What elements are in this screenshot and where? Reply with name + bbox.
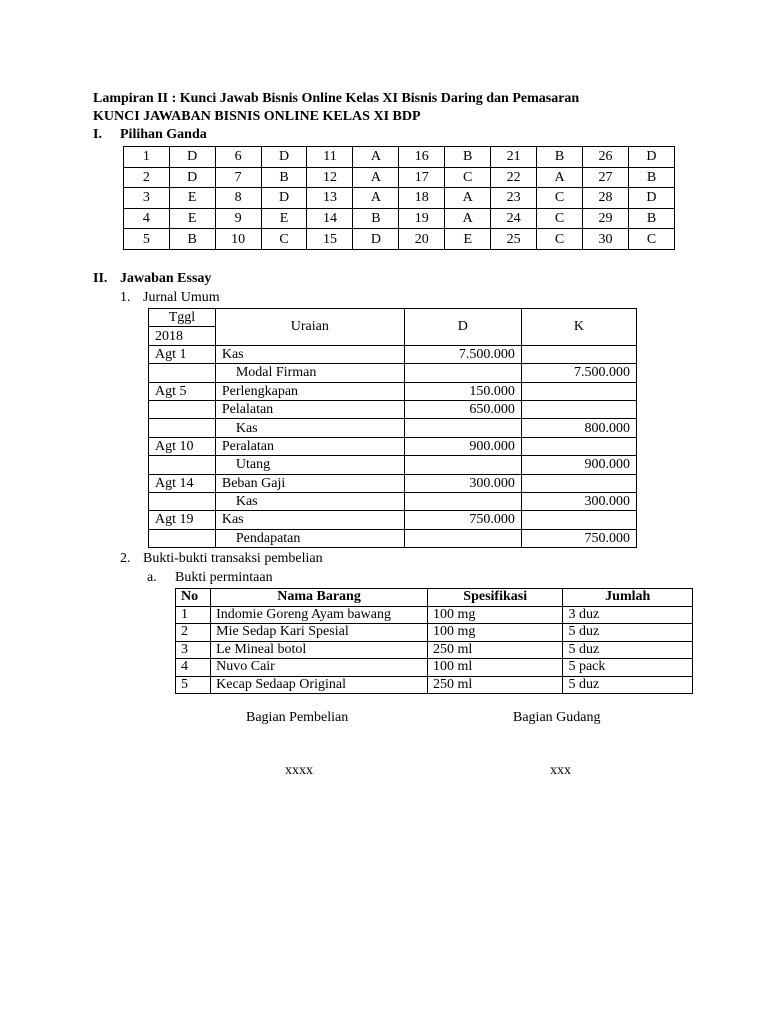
- journal-header-credit: K: [521, 309, 636, 346]
- question-number-cell: 15: [307, 229, 353, 250]
- journal-row: [149, 474, 637, 492]
- request-row: [176, 641, 693, 659]
- answer-key-cell: C: [537, 229, 583, 250]
- answer-key-cell: D: [628, 147, 674, 168]
- journal-credit-cell: 750.000: [521, 529, 636, 547]
- answer-key-cell: C: [445, 167, 491, 188]
- purchase-request-table: [175, 588, 693, 694]
- journal-credit-cell: [521, 437, 636, 455]
- journal-date-cell: [149, 364, 216, 382]
- journal-desc-cell: Perlengkapan: [215, 382, 404, 400]
- journal-header-date-top: Tggl: [149, 309, 216, 327]
- heading-line-2: KUNCI JAWABAN BISNIS ONLINE KELAS XI BDP: [93, 109, 421, 124]
- journal-header-debit: D: [404, 309, 521, 346]
- question-number-cell: 6: [215, 147, 261, 168]
- section1-number: I.: [93, 127, 102, 142]
- journal-debit-cell: 7.500.000: [404, 345, 521, 363]
- request-spec-cell: 100 ml: [427, 659, 563, 677]
- journal-debit-cell: [404, 364, 521, 382]
- item1-title: Jurnal Umum: [143, 290, 220, 305]
- request-item-cell: Indomie Goreng Ayam bawang: [211, 606, 428, 624]
- section1-title: Pilihan Ganda: [120, 127, 207, 142]
- request-spec-cell: 100 mg: [427, 606, 563, 624]
- journal-date-cell: [149, 456, 216, 474]
- journal-date-cell: [149, 419, 216, 437]
- answer-key-cell: A: [353, 147, 399, 168]
- question-number-cell: 30: [583, 229, 629, 250]
- request-qty-cell: 3 duz: [563, 606, 693, 624]
- request-row: [176, 659, 693, 677]
- section2-number: II.: [93, 271, 108, 286]
- question-number-cell: 21: [491, 147, 537, 168]
- item2-title: Bukti-bukti transaksi pembelian: [143, 551, 323, 566]
- answer-key-cell: A: [445, 208, 491, 229]
- section2-title: Jawaban Essay: [120, 271, 212, 286]
- answer-key-cell: A: [537, 167, 583, 188]
- request-item-cell: Nuvo Cair: [211, 659, 428, 677]
- request-header-row: [176, 589, 693, 607]
- answer-key-cell: C: [261, 229, 307, 250]
- request-no-cell: 3: [176, 641, 211, 659]
- answer-row: [124, 229, 675, 250]
- journal-credit-cell: 800.000: [521, 419, 636, 437]
- request-row: [176, 676, 693, 694]
- request-item-cell: Mie Sedap Kari Spesial: [211, 624, 428, 642]
- journal-debit-cell: 750.000: [404, 511, 521, 529]
- request-row: [176, 606, 693, 624]
- question-number-cell: 23: [491, 188, 537, 209]
- question-number-cell: 13: [307, 188, 353, 209]
- question-number-cell: 17: [399, 167, 445, 188]
- journal-desc-cell: Kas: [215, 419, 404, 437]
- question-number-cell: 24: [491, 208, 537, 229]
- question-number-cell: 26: [583, 147, 629, 168]
- journal-debit-cell: 900.000: [404, 437, 521, 455]
- journal-desc-cell: Utang: [215, 456, 404, 474]
- journal-header-date-bottom: 2018: [149, 327, 216, 345]
- question-number-cell: 22: [491, 167, 537, 188]
- request-header-qty: Jumlah: [563, 589, 693, 607]
- question-number-cell: 9: [215, 208, 261, 229]
- answer-key-cell: E: [445, 229, 491, 250]
- general-journal-table: [148, 308, 637, 548]
- journal-header-row: [149, 309, 637, 327]
- answer-key-cell: D: [353, 229, 399, 250]
- request-qty-cell: 5 duz: [563, 624, 693, 642]
- journal-desc-cell: Pelalatan: [215, 400, 404, 418]
- request-header-spec: Spesifikasi: [427, 589, 563, 607]
- multiple-choice-answer-table: [123, 146, 675, 250]
- question-number-cell: 28: [583, 188, 629, 209]
- journal-date-cell: Agt 5: [149, 382, 216, 400]
- answer-key-cell: E: [261, 208, 307, 229]
- journal-date-cell: Agt 19: [149, 511, 216, 529]
- journal-header-desc: Uraian: [215, 309, 404, 346]
- journal-desc-cell: Modal Firman: [215, 364, 404, 382]
- item2a-title: Bukti permintaan: [175, 570, 273, 585]
- journal-debit-cell: [404, 529, 521, 547]
- journal-row: [149, 345, 637, 363]
- journal-debit-cell: 150.000: [404, 382, 521, 400]
- request-spec-cell: 250 ml: [427, 676, 563, 694]
- journal-date-cell: Agt 14: [149, 474, 216, 492]
- question-number-cell: 10: [215, 229, 261, 250]
- journal-desc-cell: Kas: [215, 345, 404, 363]
- journal-credit-cell: [521, 474, 636, 492]
- journal-credit-cell: 300.000: [521, 492, 636, 510]
- answer-key-cell: C: [537, 188, 583, 209]
- signature-right-name: xxx: [550, 763, 571, 778]
- answer-key-cell: B: [261, 167, 307, 188]
- answer-key-cell: B: [445, 147, 491, 168]
- journal-date-cell: Agt 1: [149, 345, 216, 363]
- answer-row: [124, 208, 675, 229]
- question-number-cell: 29: [583, 208, 629, 229]
- heading-line-1: Lampiran II : Kunci Jawab Bisnis Online Kelas XI Bisnis Daring dan Pemasaran: [93, 91, 580, 106]
- journal-row: [149, 400, 637, 418]
- signature-right-title: Bagian Gudang: [513, 710, 601, 725]
- journal-credit-cell: [521, 400, 636, 418]
- journal-debit-cell: [404, 456, 521, 474]
- answer-row: [124, 167, 675, 188]
- journal-row: [149, 437, 637, 455]
- journal-date-cell: Agt 10: [149, 437, 216, 455]
- answer-key-cell: A: [445, 188, 491, 209]
- journal-row: [149, 529, 637, 547]
- item2a-letter: a.: [147, 570, 157, 585]
- question-number-cell: 1: [124, 147, 170, 168]
- request-row: [176, 624, 693, 642]
- answer-key-cell: D: [261, 147, 307, 168]
- answer-key-cell: E: [169, 188, 215, 209]
- request-qty-cell: 5 pack: [563, 659, 693, 677]
- journal-row: [149, 382, 637, 400]
- request-no-cell: 2: [176, 624, 211, 642]
- request-item-cell: Le Mineal botol: [211, 641, 428, 659]
- request-spec-cell: 250 ml: [427, 641, 563, 659]
- question-number-cell: 12: [307, 167, 353, 188]
- item1-number: 1.: [120, 290, 131, 305]
- journal-credit-cell: [521, 345, 636, 363]
- journal-credit-cell: [521, 382, 636, 400]
- answer-key-cell: A: [353, 167, 399, 188]
- journal-credit-cell: [521, 511, 636, 529]
- answer-key-cell: B: [628, 167, 674, 188]
- question-number-cell: 8: [215, 188, 261, 209]
- request-item-cell: Kecap Sedaap Original: [211, 676, 428, 694]
- request-header-item: Nama Barang: [211, 589, 428, 607]
- request-header-no: No: [176, 589, 211, 607]
- signature-left-title: Bagian Pembelian: [246, 710, 349, 725]
- journal-date-cell: [149, 400, 216, 418]
- answer-key-cell: C: [628, 229, 674, 250]
- journal-debit-cell: [404, 419, 521, 437]
- question-number-cell: 11: [307, 147, 353, 168]
- question-number-cell: 25: [491, 229, 537, 250]
- question-number-cell: 5: [124, 229, 170, 250]
- answer-key-cell: D: [261, 188, 307, 209]
- journal-debit-cell: 300.000: [404, 474, 521, 492]
- answer-key-cell: A: [353, 188, 399, 209]
- answer-row: [124, 188, 675, 209]
- answer-key-cell: B: [353, 208, 399, 229]
- journal-debit-cell: [404, 492, 521, 510]
- question-number-cell: 14: [307, 208, 353, 229]
- journal-desc-cell: Pendapatan: [215, 529, 404, 547]
- question-number-cell: 16: [399, 147, 445, 168]
- request-no-cell: 5: [176, 676, 211, 694]
- question-number-cell: 18: [399, 188, 445, 209]
- answer-key-cell: D: [628, 188, 674, 209]
- journal-row: [149, 511, 637, 529]
- journal-credit-cell: 7.500.000: [521, 364, 636, 382]
- question-number-cell: 19: [399, 208, 445, 229]
- journal-desc-cell: Peralatan: [215, 437, 404, 455]
- journal-row: [149, 419, 637, 437]
- journal-date-cell: [149, 492, 216, 510]
- answer-key-cell: D: [169, 147, 215, 168]
- signature-left-name: xxxx: [285, 763, 313, 778]
- journal-row: [149, 492, 637, 510]
- answer-key-cell: B: [537, 147, 583, 168]
- question-number-cell: 3: [124, 188, 170, 209]
- answer-key-cell: C: [537, 208, 583, 229]
- answer-key-cell: D: [169, 167, 215, 188]
- journal-desc-cell: Kas: [215, 511, 404, 529]
- request-qty-cell: 5 duz: [563, 641, 693, 659]
- journal-desc-cell: Kas: [215, 492, 404, 510]
- journal-debit-cell: 650.000: [404, 400, 521, 418]
- journal-row: [149, 456, 637, 474]
- question-number-cell: 20: [399, 229, 445, 250]
- request-qty-cell: 5 duz: [563, 676, 693, 694]
- answer-row: [124, 147, 675, 168]
- answer-key-cell: B: [628, 208, 674, 229]
- question-number-cell: 2: [124, 167, 170, 188]
- answer-key-cell: E: [169, 208, 215, 229]
- request-no-cell: 4: [176, 659, 211, 677]
- question-number-cell: 4: [124, 208, 170, 229]
- item2-number: 2.: [120, 551, 131, 566]
- journal-desc-cell: Beban Gaji: [215, 474, 404, 492]
- request-spec-cell: 100 mg: [427, 624, 563, 642]
- answer-key-cell: B: [169, 229, 215, 250]
- question-number-cell: 27: [583, 167, 629, 188]
- journal-row: [149, 364, 637, 382]
- journal-credit-cell: 900.000: [521, 456, 636, 474]
- journal-date-cell: [149, 529, 216, 547]
- question-number-cell: 7: [215, 167, 261, 188]
- request-no-cell: 1: [176, 606, 211, 624]
